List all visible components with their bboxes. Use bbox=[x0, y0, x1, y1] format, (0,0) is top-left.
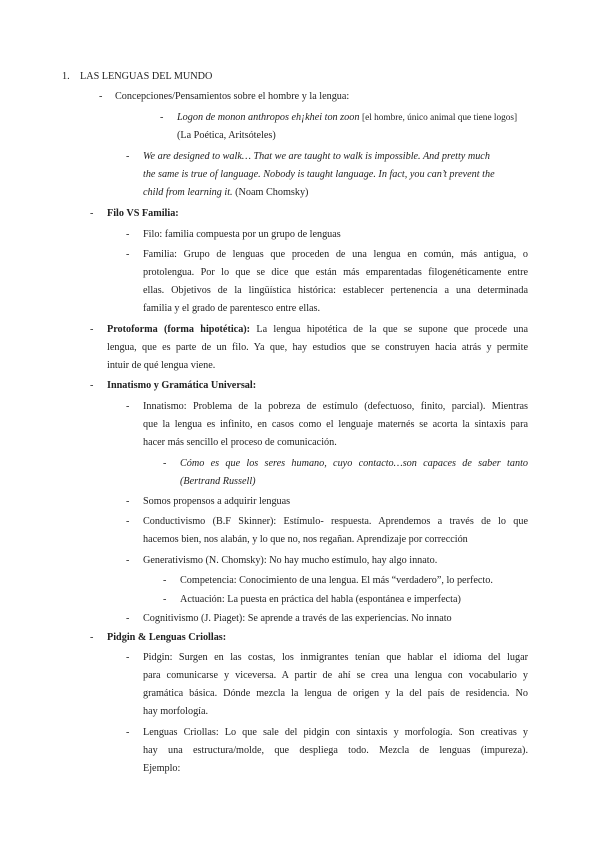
innatismo-title: Innatismo y Gramática Universal: bbox=[107, 380, 257, 391]
russell-quote-line-2: (Bertrand Russell) bbox=[180, 476, 256, 487]
quote-chomsky-source: (Noam Chomsky) bbox=[235, 187, 309, 198]
dash: - bbox=[126, 652, 130, 663]
conductivismo-line-2: hacemos bien, nos alabán, y lo que no, nos regañan. Aprendizaje por corrección bbox=[143, 534, 468, 545]
quote-chomsky-line-3 bbox=[143, 188, 308, 198]
filo-definition: Filo: familia compuesta por un grupo de lenguas bbox=[143, 229, 341, 240]
criollas-line-3: Ejemplo: bbox=[143, 763, 181, 774]
dash: - bbox=[90, 380, 94, 391]
dash: - bbox=[126, 727, 130, 738]
heading-title: LAS LENGUAS DEL MUNDO bbox=[80, 71, 213, 82]
dash: - bbox=[126, 555, 130, 566]
pidgin-line-4: hay morfología. bbox=[143, 706, 209, 717]
propensos-text: Somos propensos a adquirir lenguas bbox=[143, 496, 291, 507]
protoforma-line-2: lengua, que es parte de un filo. Ya que, hay estudios que se construyen hacia atrás y permite bbox=[107, 342, 528, 353]
familia-line-1: Familia: Grupo de lenguas que proceden de una lengua en común, más antigua, o bbox=[143, 249, 528, 260]
conductivismo-line-1: Conductivismo (B.F Skinner): Estímulo- respuesta. Aprendemos a través de lo que bbox=[143, 516, 528, 527]
pidgin-line-1: Pidgin: Surgen en las costas, los inmigrantes tenían que hablar el idioma del lugar bbox=[143, 652, 528, 663]
protoforma-line-1 bbox=[107, 325, 528, 335]
dash: - bbox=[126, 496, 130, 507]
familia-line-4: familia y el grado de parentesco entre ellas. bbox=[143, 303, 321, 314]
quote-aristoteles-text: Logon de monon anthropos eh¡khei ton zoon bbox=[177, 112, 360, 123]
criollas-line-1: Lenguas Criollas: Lo que sale del pidgin con sintaxis y morfología. Son creativas y bbox=[143, 727, 528, 738]
innatismo-line-1: Innatismo: Problema de la pobreza de estímulo (defectuoso, finito, parcial). Mientras bbox=[143, 401, 528, 412]
familia-line-3: ellas. Objetivos de la lingüística histórica: establecer pertenencia a una determinada bbox=[143, 285, 528, 296]
dash: - bbox=[163, 594, 167, 605]
actuacion-text: Actuación: La puesta en práctica del habla (espontánea e imperfecta) bbox=[180, 594, 461, 605]
dash: - bbox=[126, 249, 130, 260]
pidgin-line-2: para comunicarse y viceversa. A partir de ahí se crea una lengua con vocabulario y bbox=[143, 670, 528, 681]
generativismo-text: Generativismo (N. Chomsky): No hay mucho estímulo, hay algo innato. bbox=[143, 555, 438, 566]
dash: - bbox=[160, 112, 164, 123]
dash: - bbox=[126, 613, 130, 624]
dash: - bbox=[163, 575, 167, 586]
quote-aristoteles bbox=[177, 113, 517, 123]
quote-aristoteles-source: (La Poética, Aritsóteles) bbox=[177, 130, 276, 141]
familia-line-2: protolengua. Por lo que se dice que están más emparentadas filogenéticamente entre bbox=[143, 267, 528, 278]
protoforma-line-3: intuir de qué lengua viene. bbox=[107, 360, 216, 371]
innatismo-line-3: hacer más sencillo el proceso de comunicación. bbox=[143, 437, 337, 448]
dash: - bbox=[163, 458, 167, 469]
dash: - bbox=[90, 324, 94, 335]
protoforma-line-1-text: La lengua hipotética de la que se supone que procede una bbox=[256, 324, 528, 335]
heading-number: 1. bbox=[62, 71, 70, 82]
filo-title: Filo VS Familia: bbox=[107, 208, 179, 219]
dash: - bbox=[90, 208, 94, 219]
quote-aristoteles-note: [el hombre, único animal que tiene logos] bbox=[361, 113, 518, 123]
dash: - bbox=[90, 632, 94, 643]
dash: - bbox=[126, 401, 130, 412]
competencia-text: Competencia: Conocimiento de una lengua. El más “verdadero”, lo perfecto. bbox=[180, 575, 493, 586]
russell-quote-line-1: Cómo es que los seres humano, cuyo contacto…son capaces de saber tanto bbox=[180, 458, 528, 469]
pidgin-title: Pidgin & Lenguas Criollas: bbox=[107, 632, 227, 643]
protoforma-title: Protoforma (forma hipotética): bbox=[107, 324, 251, 335]
concepciones-title: Concepciones/Pensamientos sobre el hombre y la lengua: bbox=[115, 91, 350, 102]
cognitivismo-text: Cognitivismo (J. Piaget): Se aprende a través de las experiencias. No innato bbox=[143, 613, 452, 624]
dash: - bbox=[126, 151, 130, 162]
pidgin-line-3: gramática básica. Dónde mezcla la lengua de origen y la del país de residencia. No bbox=[143, 688, 528, 699]
innatismo-line-2: que la lengua es infinito, en casos como el lenguaje maternés se acorta la sintaxis para bbox=[143, 419, 528, 430]
quote-chomsky-line-2: the same is true of language. Nobody is taught language. In fact, you can’t prevent the bbox=[143, 169, 495, 180]
quote-chomsky-line-1: We are designed to walk… That we are taught to walk is impossible. And pretty much bbox=[143, 151, 490, 162]
quote-chomsky-text: child from learning it. bbox=[143, 187, 233, 198]
criollas-line-2: hay una estructura/molde, que despliega todo. Mezcla de lenguas (impureza). bbox=[143, 745, 528, 756]
dash: - bbox=[99, 91, 103, 102]
dash: - bbox=[126, 516, 130, 527]
dash: - bbox=[126, 229, 130, 240]
